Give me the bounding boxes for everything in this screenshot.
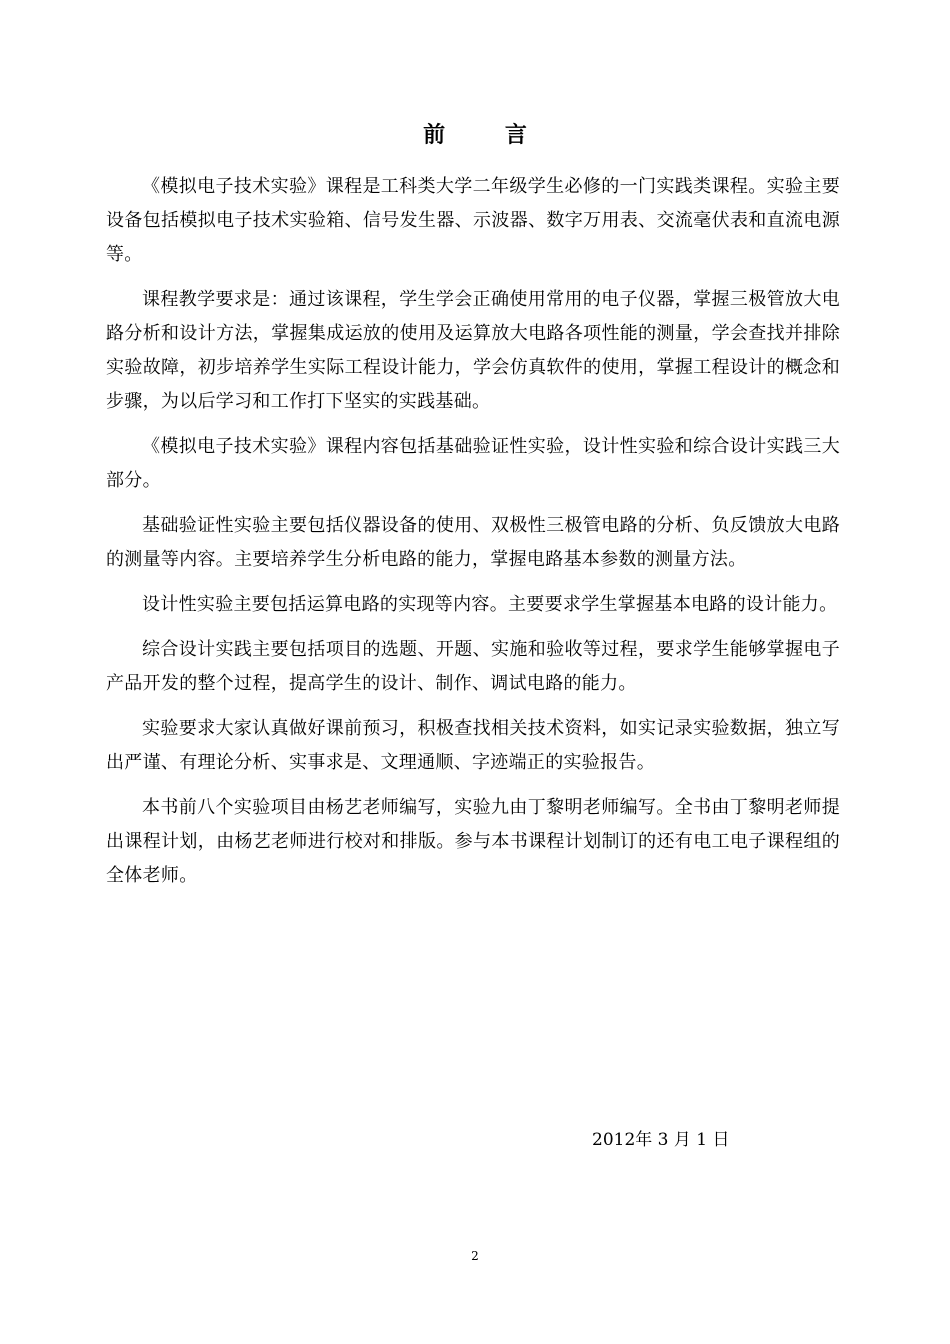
paragraph-course-intro: 《模拟电子技术实验》课程是工科类大学二年级学生必修的一门实践类课程。实验主要设备包括模拟电子技术实验箱、信号发生器、示波器、数字万用表、交流毫伏表和直流电源等。 xyxy=(106,176,840,265)
paragraph-teaching-requirements: 课程教学要求是：通过该课程，学生学会正确使用常用的电子仪器，掌握三极管放大电路分析和设计方法，掌握集成运放的使用及运算放大电路各项性能的测量，学会查找并排除实验故障，初步培养学生实际工程设计能力，学会仿真软件的使用，掌握工程设计的概念和步骤，为以后学习和工作打下坚实的实践基础。 xyxy=(106,289,840,412)
page-title: 前 言 xyxy=(423,122,553,148)
paragraph-course-content: 《模拟电子技术实验》课程内容包括基础验证性实验，设计性实验和综合设计实践三大部分。 xyxy=(106,436,840,491)
preface-body xyxy=(106,170,840,904)
paragraph-basic-experiments: 基础验证性实验主要包括仪器设备的使用、双极性三极管电路的分析、负反馈放大电路的测量等内容。主要培养学生分析电路的能力，掌握电路基本参数的测量方法。 xyxy=(106,515,840,570)
paragraph-design-experiments: 设计性实验主要包括运算电路的实现等内容。主要要求学生掌握基本电路的设计能力。 xyxy=(142,594,838,615)
page-number: 2 xyxy=(471,1249,479,1263)
date-line: 2012年 3 月 1 日 xyxy=(592,1130,730,1150)
paragraph-authorship: 本书前八个实验项目由杨艺老师编写，实验九由丁黎明老师编写。全书由丁黎明老师提出课程计划，由杨艺老师进行校对和排版。参与本书课程计划制订的还有电工电子课程组的全体老师。 xyxy=(106,797,840,886)
paragraph-comprehensive-practice: 综合设计实践主要包括项目的选题、开题、实施和验收等过程，要求学生能够掌握电子产品开发的整个过程，提高学生的设计、制作、调试电路的能力。 xyxy=(106,639,840,694)
paragraph-lab-requirements: 实验要求大家认真做好课前预习，积极查找相关技术资料，如实记录实验数据，独立写出严谨、有理论分析、实事求是、文理通顺、字迹端正的实验报告。 xyxy=(106,718,840,773)
